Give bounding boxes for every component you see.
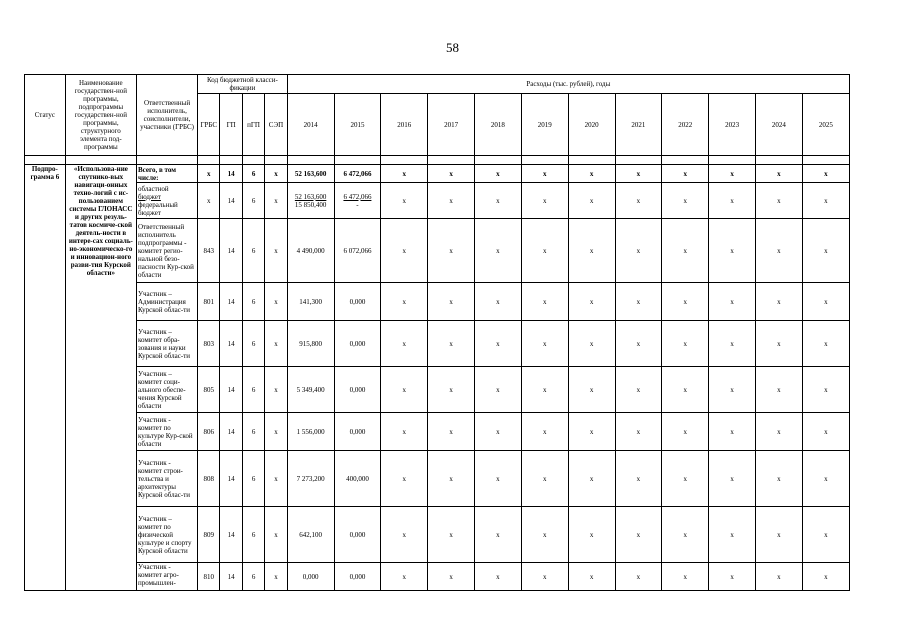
grbs-cell: 801 — [198, 283, 220, 321]
gp-cell: 14 — [220, 165, 242, 183]
grbs-cell: x — [198, 165, 220, 183]
executor-line: бюджет — [138, 208, 161, 217]
value-cell: 5 349,400 — [287, 367, 334, 413]
executor-cell: Участник – Администрация Курской облас-ти — [137, 283, 198, 321]
value-cell: x — [428, 413, 475, 451]
header-year: 2014 — [287, 94, 334, 156]
value-cell: 642,100 — [287, 507, 334, 563]
header-grbs: ГРБС — [198, 94, 220, 156]
value-cell: x — [802, 367, 849, 413]
value-cell: x — [381, 183, 428, 219]
value-cell: x — [521, 183, 568, 219]
value-cell: x — [755, 367, 802, 413]
value-line: 15 850,400 — [294, 200, 327, 209]
value-cell: x — [381, 451, 428, 507]
value-line: 52 163,600 — [294, 192, 327, 201]
header-year: 2024 — [755, 94, 802, 156]
value-cell: x — [615, 563, 662, 591]
value-cell: x — [802, 183, 849, 219]
value-cell: x — [802, 507, 849, 563]
value-cell — [287, 183, 334, 219]
value-cell: x — [568, 367, 615, 413]
value-cell: x — [381, 413, 428, 451]
table-row — [25, 183, 850, 219]
header-year: 2020 — [568, 94, 615, 156]
value-cell: x — [709, 413, 756, 451]
gp-cell: 14 — [220, 413, 242, 451]
value-cell: x — [475, 321, 522, 367]
sep-cell: x — [265, 283, 287, 321]
header-program-name: Наименование государствен-ной программы, подпрограммы государствен-ной программы, структурного элемента под-программы — [65, 75, 136, 156]
sep-cell: x — [265, 367, 287, 413]
value-cell: x — [615, 413, 662, 451]
table-row — [25, 451, 850, 507]
gp-cell: 14 — [220, 507, 242, 563]
gp-cell: 14 — [220, 283, 242, 321]
value-cell: x — [709, 219, 756, 283]
header-executor: Ответственный исполнитель, соисполнители, участники (ГРБС) — [137, 75, 198, 156]
value-cell: x — [521, 413, 568, 451]
grbs-cell: 843 — [198, 219, 220, 283]
value-cell: x — [709, 507, 756, 563]
header-year: 2021 — [615, 94, 662, 156]
table-row — [25, 413, 850, 451]
table-row — [25, 165, 850, 183]
value-cell: x — [615, 451, 662, 507]
gp-cell: 14 — [220, 219, 242, 283]
value-cell: x — [381, 283, 428, 321]
value-cell: x — [615, 165, 662, 183]
value-cell: x — [755, 413, 802, 451]
header-year: 2019 — [521, 94, 568, 156]
value-cell: x — [709, 367, 756, 413]
value-cell: x — [475, 367, 522, 413]
value-cell: x — [802, 165, 849, 183]
value-cell: x — [802, 413, 849, 451]
value-cell: x — [709, 321, 756, 367]
header-year: 2018 — [475, 94, 522, 156]
value-cell: x — [521, 451, 568, 507]
sep-cell: x — [265, 507, 287, 563]
value-cell: x — [802, 563, 849, 591]
grbs-cell: x — [198, 183, 220, 219]
table-row — [25, 563, 850, 591]
value-cell: x — [615, 321, 662, 367]
value-cell: x — [662, 451, 709, 507]
pgp-cell: 6 — [242, 507, 264, 563]
header-year: 2022 — [662, 94, 709, 156]
grbs-cell: 809 — [198, 507, 220, 563]
gp-cell: 14 — [220, 183, 242, 219]
budget-table — [24, 74, 850, 591]
value-cell: x — [475, 283, 522, 321]
value-cell: x — [709, 283, 756, 321]
value-cell: 1 556,000 — [287, 413, 334, 451]
value-cell: x — [662, 283, 709, 321]
value-cell: x — [755, 165, 802, 183]
value-cell: x — [475, 219, 522, 283]
value-cell: x — [475, 507, 522, 563]
sep-cell: x — [265, 165, 287, 183]
header-year: 2023 — [709, 94, 756, 156]
value-cell: x — [662, 321, 709, 367]
value-cell: x — [662, 413, 709, 451]
value-cell: x — [428, 563, 475, 591]
value-cell: x — [568, 219, 615, 283]
executor-cell — [137, 183, 198, 219]
value-cell: x — [755, 183, 802, 219]
executor-cell: Участник – комитет соци-ального обеспе-чения Курской области — [137, 367, 198, 413]
pgp-cell: 6 — [242, 283, 264, 321]
gp-cell: 14 — [220, 367, 242, 413]
value-cell: x — [428, 507, 475, 563]
header-year: 2025 — [802, 94, 849, 156]
value-cell: x — [709, 183, 756, 219]
value-cell: x — [755, 283, 802, 321]
value-cell: x — [521, 165, 568, 183]
header-expenses: Расходы (тыс. рублей), годы — [287, 75, 849, 94]
value-cell: x — [428, 219, 475, 283]
grbs-cell: 808 — [198, 451, 220, 507]
table-row — [25, 507, 850, 563]
header-sep: СЭП — [265, 94, 287, 156]
value-cell: 0,000 — [334, 413, 381, 451]
value-cell: 4 490,000 — [287, 219, 334, 283]
value-line: 6 472,066 — [343, 192, 372, 201]
value-cell: x — [755, 219, 802, 283]
value-cell: x — [521, 283, 568, 321]
table-row — [25, 219, 850, 283]
pgp-cell: 6 — [242, 165, 264, 183]
executor-cell: Всего, в том числе: — [137, 165, 198, 183]
value-cell: 0,000 — [334, 563, 381, 591]
executor-cell: Участник – комитет по физической культуре и спорту Курской области — [137, 507, 198, 563]
value-cell: x — [755, 321, 802, 367]
value-cell: x — [568, 413, 615, 451]
value-cell: x — [521, 321, 568, 367]
status-cell: Подпро-грамма 6 — [25, 165, 66, 591]
grbs-cell: 810 — [198, 563, 220, 591]
value-cell: x — [615, 507, 662, 563]
executor-line: федеральный — [138, 200, 178, 209]
value-cell: 6 072,066 — [334, 219, 381, 283]
pgp-cell: 6 — [242, 321, 264, 367]
value-cell: x — [428, 367, 475, 413]
pgp-cell: 6 — [242, 451, 264, 507]
value-cell: x — [615, 283, 662, 321]
value-cell: x — [568, 451, 615, 507]
value-cell: x — [615, 183, 662, 219]
executor-cell: Участник - комитет агро-промышлен- — [137, 563, 198, 591]
value-cell: x — [521, 367, 568, 413]
executor-cell: Участник - комитет строи-тельства и архитектуры Курской облас-ти — [137, 451, 198, 507]
value-cell: x — [381, 367, 428, 413]
value-cell: 141,300 — [287, 283, 334, 321]
grbs-cell: 803 — [198, 321, 220, 367]
value-cell: x — [802, 451, 849, 507]
value-cell: 0,000 — [334, 367, 381, 413]
value-cell: x — [381, 563, 428, 591]
sep-cell: x — [265, 451, 287, 507]
table-row — [25, 321, 850, 367]
value-cell: x — [662, 563, 709, 591]
value-cell: x — [662, 219, 709, 283]
value-cell: x — [709, 563, 756, 591]
value-cell: x — [475, 563, 522, 591]
value-cell: x — [802, 283, 849, 321]
value-cell: 400,000 — [334, 451, 381, 507]
value-cell: x — [381, 219, 428, 283]
value-cell: x — [381, 165, 428, 183]
value-cell: x — [709, 451, 756, 507]
header-status: Статус — [25, 75, 66, 156]
executor-cell: Участник - комитет по культуре Кур-ской области — [137, 413, 198, 451]
value-cell: 0,000 — [334, 283, 381, 321]
value-cell: x — [521, 563, 568, 591]
value-cell: x — [802, 219, 849, 283]
executor-line: областной — [138, 184, 169, 193]
value-cell: 915,800 — [287, 321, 334, 367]
value-cell: x — [381, 321, 428, 367]
value-cell: 0,000 — [334, 507, 381, 563]
header-year: 2015 — [334, 94, 381, 156]
value-cell: x — [475, 413, 522, 451]
gp-cell: 14 — [220, 451, 242, 507]
value-cell: 0,000 — [334, 321, 381, 367]
value-cell: x — [662, 165, 709, 183]
value-cell: x — [755, 563, 802, 591]
value-cell: x — [568, 183, 615, 219]
value-cell: x — [568, 507, 615, 563]
header-year: 2016 — [381, 94, 428, 156]
value-cell: x — [521, 507, 568, 563]
sep-cell: x — [265, 413, 287, 451]
gp-cell: 14 — [220, 321, 242, 367]
value-cell: x — [428, 283, 475, 321]
page-number: 58 — [446, 40, 459, 55]
value-cell: x — [568, 563, 615, 591]
value-cell: x — [428, 165, 475, 183]
grbs-cell: 805 — [198, 367, 220, 413]
value-cell: 7 273,200 — [287, 451, 334, 507]
value-cell: x — [615, 367, 662, 413]
sep-cell: x — [265, 563, 287, 591]
value-cell: x — [709, 165, 756, 183]
value-cell: 52 163,600 — [287, 165, 334, 183]
header-year: 2017 — [428, 94, 475, 156]
gp-cell: 14 — [220, 563, 242, 591]
value-cell: x — [428, 183, 475, 219]
value-cell: 0,000 — [287, 563, 334, 591]
value-cell: x — [568, 283, 615, 321]
header-gp: ГП — [220, 94, 242, 156]
executor-cell: Ответственный исполнитель подпрограммы - комитет регио-нальной безо-пасности Кур-ской области — [137, 219, 198, 283]
value-cell: x — [428, 451, 475, 507]
pgp-cell: 6 — [242, 563, 264, 591]
value-cell: x — [568, 165, 615, 183]
pgp-cell: 6 — [242, 413, 264, 451]
header-pgp: пГП — [242, 94, 264, 156]
pgp-cell: 6 — [242, 367, 264, 413]
value-cell: x — [568, 321, 615, 367]
value-line: - — [356, 200, 359, 209]
grbs-cell: 806 — [198, 413, 220, 451]
sep-cell: x — [265, 321, 287, 367]
value-cell: x — [662, 183, 709, 219]
table-row — [25, 367, 850, 413]
pgp-cell: 6 — [242, 183, 264, 219]
pgp-cell: 6 — [242, 219, 264, 283]
value-cell: x — [662, 507, 709, 563]
value-cell: x — [428, 321, 475, 367]
value-cell: x — [755, 451, 802, 507]
value-cell: x — [475, 165, 522, 183]
value-cell: x — [802, 321, 849, 367]
value-cell — [334, 183, 381, 219]
value-cell: x — [615, 219, 662, 283]
value-cell: 6 472,066 — [334, 165, 381, 183]
value-cell: x — [475, 451, 522, 507]
executor-cell: Участник – комитет обра-зования и науки Курской облас-ти — [137, 321, 198, 367]
sep-cell: x — [265, 219, 287, 283]
sep-cell: x — [265, 183, 287, 219]
value-cell: x — [521, 219, 568, 283]
table-row — [25, 283, 850, 321]
value-cell: x — [475, 183, 522, 219]
value-cell: x — [381, 507, 428, 563]
spacer-row — [25, 156, 850, 165]
value-cell: x — [662, 367, 709, 413]
value-cell: x — [755, 507, 802, 563]
executor-line: бюджет — [138, 192, 161, 201]
subprogram-name: «Использова-ние спутнико-вых навигаци-онных техно-логий с ис-пользованием системы ГЛОНАСС и других резуль-татов космиче-ской деятель-ности в интере-сах социаль-но-экономическо-го и инновацион-ного разви-тия Курской области» — [65, 165, 136, 591]
header-budget-code: Код бюджетной класси-фикации — [198, 75, 288, 94]
